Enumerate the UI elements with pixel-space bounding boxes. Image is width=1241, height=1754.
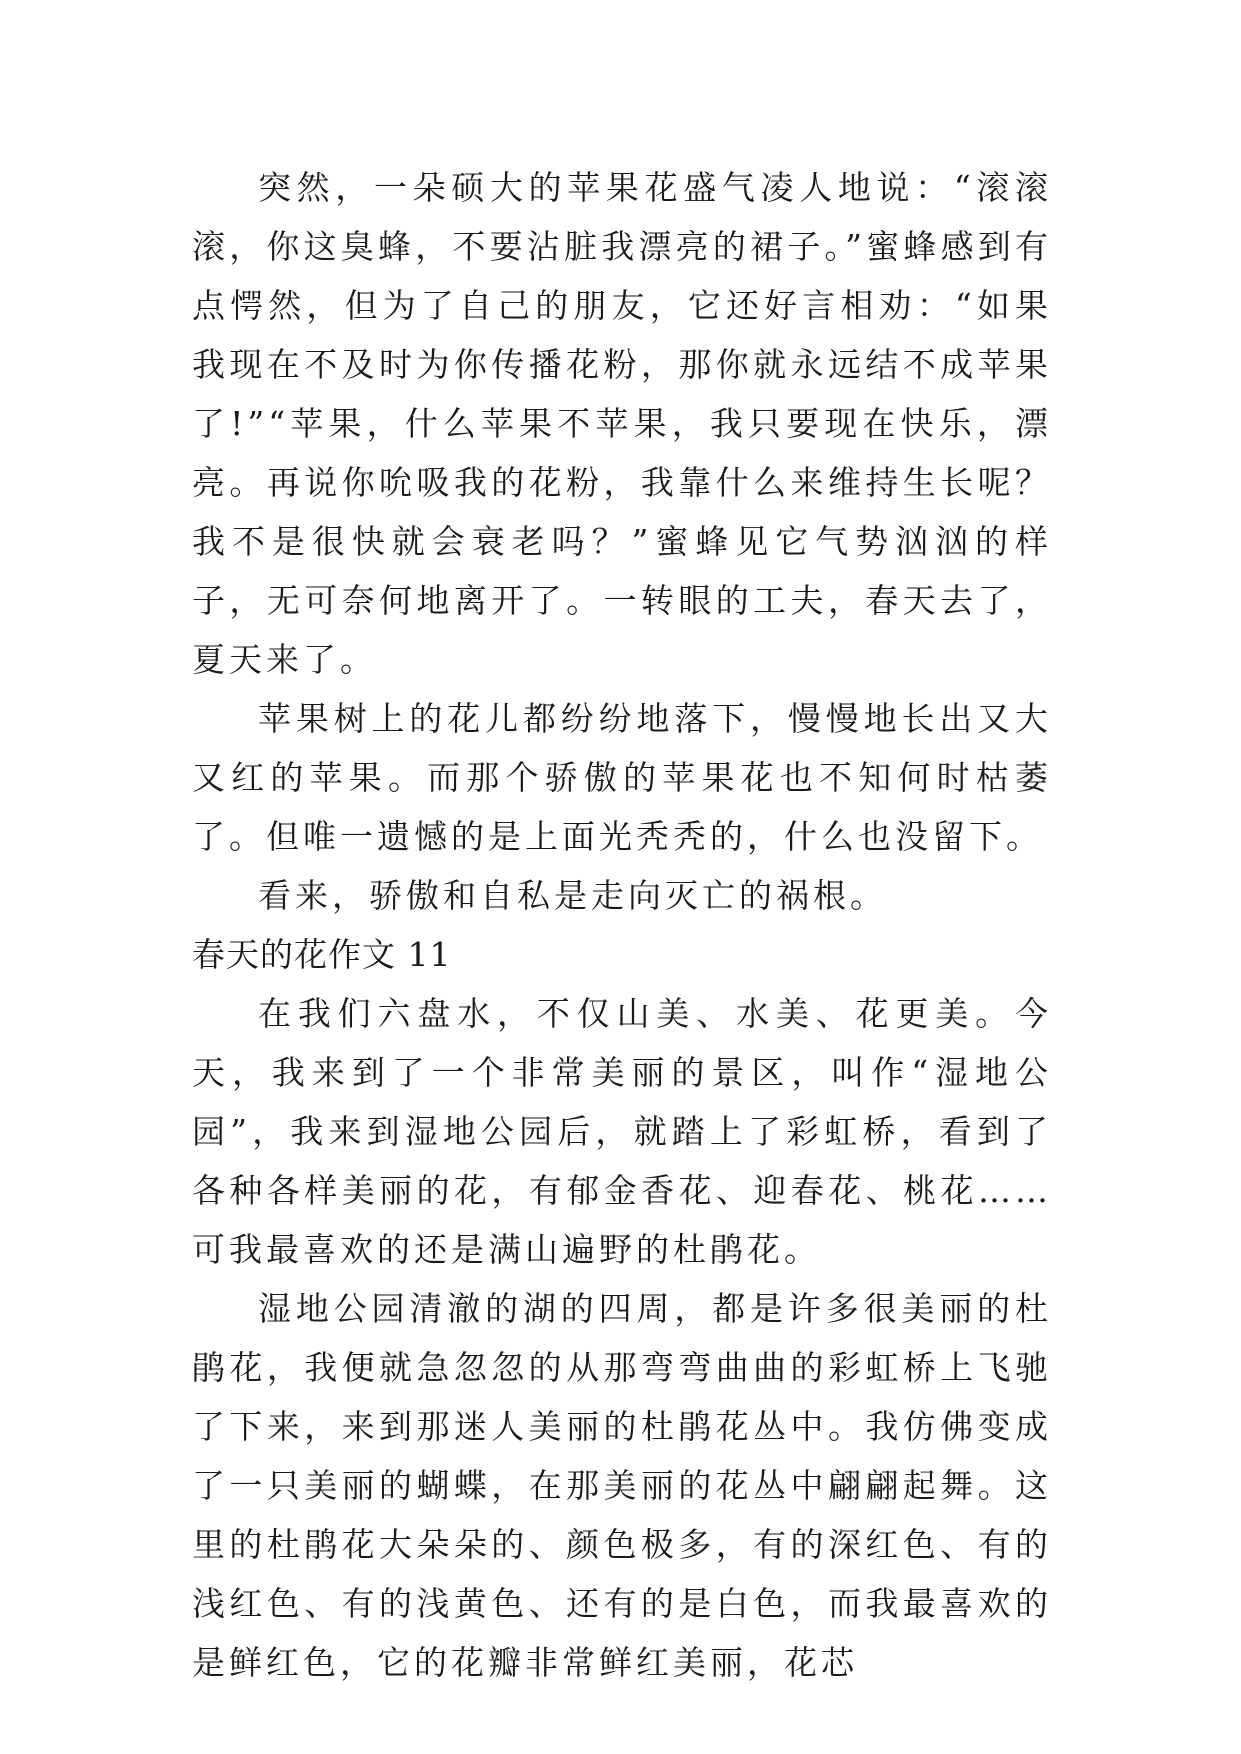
document-body <box>192 158 1052 1692</box>
paragraph: 在我们六盘水，不仅山美、水美、花更美。今天，我来到了一个非常美丽的景区，叫作“湿地公园”，我来到湿地公园后，就踏上了彩虹桥，看到了各种各样美丽的花，有郁金香花、迎春花、桃花……可我最喜欢的还是满山遍野的杜鹃花。 <box>192 994 1052 1269</box>
paragraph: 突然，一朵硕大的苹果花盛气凌人地说：“滚滚滚，你这臭蜂，不要沾脏我漂亮的裙子。”蜜蜂感到有点愕然，但为了自己的朋友，它还好言相劝：“如果我现在不及时为你传播花粉，那你就永远结不成苹果了!”“苹果，什么苹果不苹果，我只要现在快乐，漂亮。再说你吮吸我的花粉，我靠什么来维持生长呢？我不是很快就会衰老吗？”蜜蜂见它气势汹汹的样子，无可奈何地离开了。一转眼的工夫，春天去了，夏天来了。 <box>192 168 1052 679</box>
paragraph: 看来，骄傲和自私是走向灭亡的祸根。 <box>258 876 887 915</box>
paragraph: 湿地公园清澈的湖的四周，都是许多很美丽的杜鹃花，我便就急忽忽的从那弯弯曲曲的彩虹桥上飞驰了下来，来到那迷人美丽的杜鹃花丛中。我仿佛变成了一只美丽的蝴蝶，在那美丽的花丛中翩翩起舞。这里的杜鹃花大朵朵的、颜色极多，有的深红色、有的浅红色、有的浅黄色、还有的是白色，而我最喜欢的是鲜红色，它的花瓣非常鲜红美丽，花芯 <box>192 1289 1052 1682</box>
paragraph: 苹果树上的花儿都纷纷地落下，慢慢地长出又大又红的苹果。而那个骄傲的苹果花也不知何时枯萎了。但唯一遗憾的是上面光秃秃的，什么也没留下。 <box>192 699 1052 856</box>
section-heading: 春天的花作文 11 <box>192 935 452 974</box>
